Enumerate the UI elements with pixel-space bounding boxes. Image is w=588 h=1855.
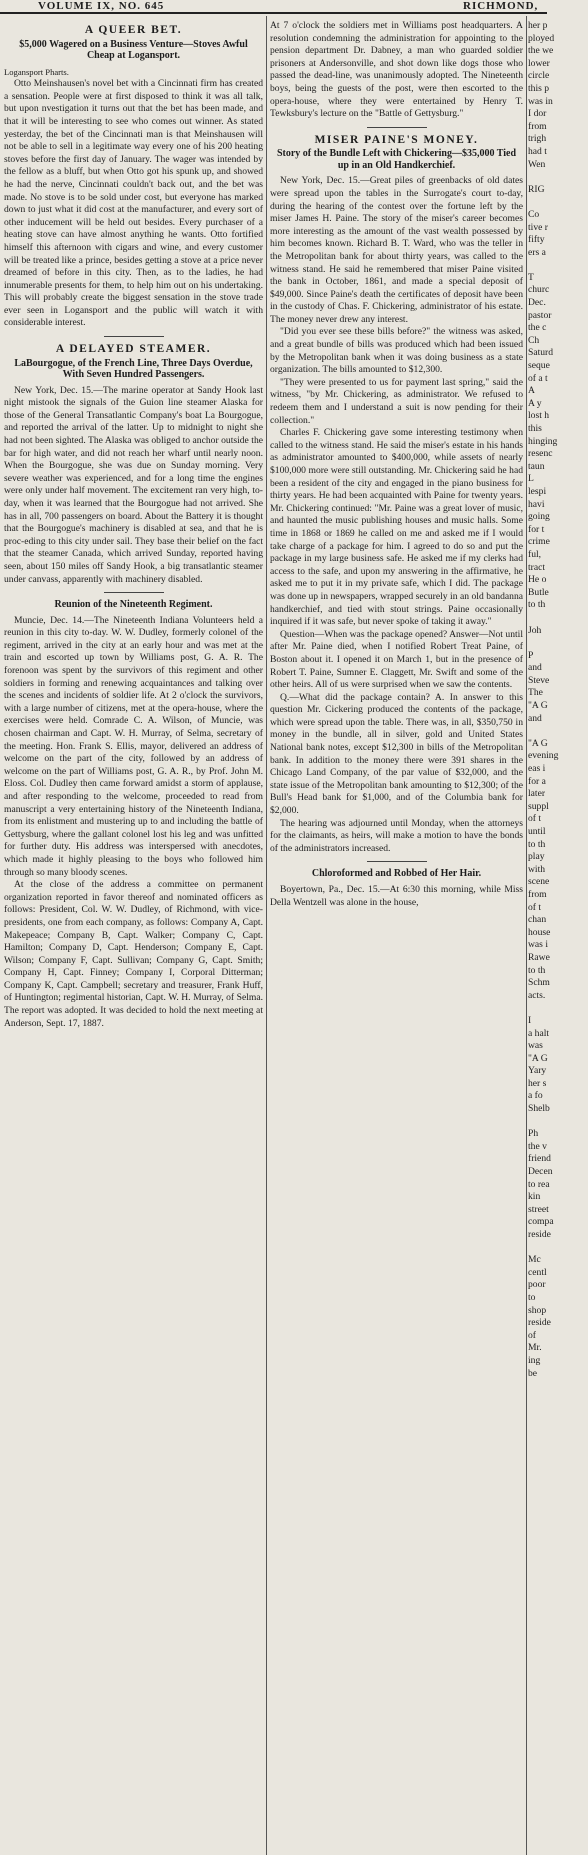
clipped-line: reside bbox=[528, 1229, 551, 1240]
article-paragraph: Otto Meinshausen's novel bet with a Cincinnati firm has created a sensation. People were at first disposed to think it was all talk, but upon nvestigation it turns out that the bet has been made, and that it will be interesting to see who comes out winner. As stated yesterday, the bet of the Cincinnati man is that Meinshausen will not be able to sell in a legitimate way every one of his 200 heating stoves before the first day of January. The wager was intended by the fellow as a bluff, but when Otto got his spunk up, and showed he had the nerve, Cincinnati couldn't back out, and the bet was made. No stove is to be sold under cost, but everyone has marked down to just what it did cost at the manufacturer, and every sort of other inducement will be held out besides. Every purchaser of a heating stove can have almost anything he wants. Otto fortified himself this afternoon with cigars and wine, and every customer will be treated like a prince, besides getting a stove at a price never dreamed of before in this city. Then, as to the ladies, he had innumerable presents for them, to help him out on his undertaking. This will probably create the biggest sensation in the stove trade ever seen in Logansport and the public will watch it with considerable interest. bbox=[4, 78, 263, 329]
column-rule bbox=[266, 16, 267, 1855]
clipped-line: RIG bbox=[528, 183, 545, 195]
article-title: MISER PAINE'S MONEY. bbox=[314, 133, 479, 146]
clipped-line: resenc bbox=[528, 448, 553, 460]
article-subhead: $5,000 Wagered on a Business Venture—Stoves Awful Cheap at Logansport. bbox=[19, 38, 248, 62]
clipped-line: Ph bbox=[528, 1128, 539, 1140]
clipped-line bbox=[528, 637, 588, 650]
column-1 bbox=[4, 20, 263, 1850]
clipped-line: scene bbox=[528, 876, 550, 888]
clipped-line: Joh bbox=[528, 624, 542, 636]
clipped-line: tract bbox=[528, 561, 546, 573]
clipped-line: lespi bbox=[528, 485, 547, 497]
clipped-line: to th bbox=[528, 599, 546, 611]
clipped-line bbox=[528, 612, 588, 625]
clipped-line: Schm bbox=[528, 977, 550, 989]
article-paragraph: At 7 o'clock the soldiers met in Williams post headquarters. A resolution condemning the administration for appointing to the pension department Dr. Dabney, a man who guarded soldier prisoners at Andersonville, and shot down like dogs those who passed the dead-line, was unanimously adopted. The Nineteenth boys, being the guests of the post, were then escorted to the opera-house, where they were entertained by Henry T. Tewksbury's lecture on the "Battle of Gettysburg." bbox=[270, 20, 523, 120]
clipped-line: to th bbox=[528, 838, 546, 850]
clipped-line: taun bbox=[528, 460, 545, 472]
clipped-line: ful, bbox=[528, 548, 542, 560]
clipped-line: suppl bbox=[528, 800, 549, 812]
clipped-line: hinging bbox=[528, 435, 558, 447]
clipped-line: her p bbox=[528, 20, 548, 31]
article-paragraph: Charles F. Chickering gave some interesting testimony when called to the witness stand. He said the miser's estate in his hands as administrator amounted to $400,000, while assets of nearly $100,000 more were still outstanding. Mr. Chickering said he had been a resident of the city and engaged in the piano business for thirty years. He had been acquainted with Paine for twenty years. Mr. Chickering continued: "Mr. Paine was a great lover of music, and haunted the music publishing houses and music halls. Some time in 1868 or 1869 he called on me and asked me if I would take charge of a package for him. I agreed to do so and put the package in my large business safe. He asked me if my clerks had access to the safe, and upon my answering in the affirmative, he asked me to put it in my private safe, which I did. The package was done up in newspapers, wrapped securely in an old bandanna handkerchief, and tied with stout strings. Paine occasionally inquired if it was safe, but never spoke of taking it away." bbox=[270, 427, 523, 628]
clipped-line: compa bbox=[528, 1216, 554, 1228]
clipped-line: Mc bbox=[528, 1254, 541, 1266]
clipped-line: this p bbox=[528, 82, 550, 94]
clipped-line: the c bbox=[528, 322, 547, 334]
clipped-line: reside bbox=[528, 1317, 551, 1329]
article-paragraph: Muncie, Dec. 14.—The Nineteenth Indiana Volunteers held a reunion in this city to-day. W. W. Dudley, formerly colonel of the regiment, arrived in the city at an early hour and was met at the train and escorted up town by Williams post, G. A. R. The forenoon was spent by the survivors of this regiment and other soldiers in forming and renewing acquaintances and talking over the scenes and incidents of soldier life. At 2 o'clock the survivors, with a large number of citizens, met at the opera-house, where the exercises were held. Comrade C. A. Wilson, of Muncie, was chosen chairman and Capt. W. H. Murray, of Selma, secretary of the meeting. Hon. Frank S. Ellis, mayor, delivered an address of welcome on the part of the city, followed by an address of welcome on the part of Williams post, G. A. R., by Prof. John M. Eloss. Col. Dudley then came forward amidst a storm of applause, and after responding to the welcome, proceeded to read from manuscript a very entertaining history of the Nineteenth Indiana, from its enlistment and mustering up to and including the battle of Gettysburg, where the gallant colonel lost his leg and was unfitted for further duty. His address was interspersed with anecdotes, which made it highly pleasing to the boys who followed him through so many bloody scenes. bbox=[4, 614, 263, 878]
article-paragraph: New York, Dec. 15.—Great piles of greenbacks of old dates were spread upon the tables in the Surrogate's court to-day, during the hearing of the contest over the fortune left by the miser James H. Paine. The story of the miser's career becomes more interesting as the amount of the vast wealth possessed by him becomes known. Richard B. T. Ward, who was the teller in the Metropolitan bank for about thirty years, was called to the witness stand. He said he remembered that miser Paine visited the bank in October, 1861, and made a special deposit of $49,000. Since Paine's death the certificates of deposit have been in the custody of Chas. F. Chickering, administrator of his estate. The money never drew any interest. bbox=[270, 175, 523, 325]
column-rule bbox=[526, 16, 527, 1855]
article-paragraph: Q.—What did the package contain? A. In answer to this question Mr. Cickering produced the contents of the package, which were spread upon the table. There was, in all, $350,750 in money in the bundle, all in silver, gold and United States National bank notes, except $12,300 in bills of the Metropolitan bank. In addition to the money there were 391 shares in the Chicago Land Company, of the par value of $32,000, and the state issue of the Metropolitan bank amounting to $12,300; of the Bull's Head bank for $1,000, and of the Columbia bank for $2,000. bbox=[270, 691, 523, 817]
clipped-line: A bbox=[528, 385, 535, 397]
clipped-line: I bbox=[528, 1014, 532, 1026]
clipped-line: lower bbox=[528, 57, 550, 69]
clipped-line: tive r bbox=[528, 221, 548, 233]
masthead-city: RICHMOND, bbox=[463, 0, 539, 12]
article-title: A DELAYED STEAMER. bbox=[55, 343, 212, 356]
article-title: A QUEER BET. bbox=[84, 24, 183, 36]
clipped-line: to bbox=[528, 1291, 536, 1303]
clipped-line: crime bbox=[528, 536, 550, 548]
clipped-line: and bbox=[528, 712, 542, 724]
clipped-line: "A G bbox=[528, 1052, 548, 1064]
column-3-clipped bbox=[528, 20, 588, 1850]
clipped-line: kin bbox=[528, 1191, 541, 1203]
clipped-line: for t bbox=[528, 523, 545, 535]
clipped-line bbox=[528, 1116, 588, 1129]
clipped-line bbox=[528, 196, 588, 209]
article-paragraph: "They were presented to us for payment last spring," said the witness, "by Mr. Chickering, as administrator. We refused to redeem them and I understand a suit is now pending for their collection." bbox=[270, 376, 523, 426]
clipped-line: was bbox=[528, 1040, 543, 1052]
clipped-line: of t bbox=[528, 901, 542, 913]
clipped-line: was in bbox=[528, 95, 553, 107]
clipped-line: her s bbox=[528, 1077, 547, 1089]
clipped-line: fifty bbox=[528, 234, 545, 246]
clipped-line: from bbox=[528, 888, 547, 900]
article-subhead: LaBourgogue, of the French Line, Three Days Overdue, With Seven Hundred Passengers. bbox=[14, 357, 253, 381]
article-separator bbox=[367, 127, 427, 128]
clipped-line: of bbox=[528, 1329, 536, 1341]
clipped-line: a fo bbox=[528, 1090, 543, 1102]
clipped-line: house bbox=[528, 926, 551, 938]
clipped-line: Shelb bbox=[528, 1103, 550, 1115]
clipped-line: centl bbox=[528, 1266, 547, 1278]
clipped-line: with bbox=[528, 863, 546, 875]
clipped-line: "A G bbox=[528, 700, 548, 712]
clipped-line: acts. bbox=[528, 989, 546, 1001]
clipped-line: circle bbox=[528, 70, 550, 82]
clipped-line: ployed bbox=[528, 32, 555, 44]
clipped-line: shop bbox=[528, 1304, 547, 1316]
clipped-line: Dec. bbox=[528, 297, 546, 309]
clipped-line: Ch bbox=[528, 334, 540, 346]
clipped-line: the v bbox=[528, 1140, 547, 1152]
clipped-line: this bbox=[528, 423, 542, 434]
clipped-line: of a t bbox=[528, 372, 548, 384]
clipped-line: I dor bbox=[528, 108, 547, 120]
clipped-line: trigh bbox=[528, 133, 547, 145]
masthead bbox=[0, 0, 547, 14]
clipped-line: P bbox=[528, 649, 534, 661]
article-paragraph: The hearing was adjourned until Monday, when the attorneys for the claimants, as heirs, will make a motion to have the bonds of the administrators increased. bbox=[270, 817, 523, 854]
article-dateline: Logansport Pharts. bbox=[4, 66, 69, 77]
article-subhead: Story of the Bundle Left with Chickering—$35,000 Tied up in an Old Handkerchief. bbox=[276, 148, 517, 171]
clipped-line: Yary bbox=[528, 1065, 547, 1077]
clipped-line: L bbox=[528, 473, 534, 485]
volume-number: VOLUME IX, NO. 645 bbox=[38, 0, 165, 12]
article-paragraph: New York, Dec. 15.—The marine operator at Sandy Hook last night mistook the signals of the Guion line steamer Alaska for those of the General Transatlantic Company's boat La Bourgogue, and reported the arrival of the latter. Up to midnight to night she had not been sighted. The Alaska was obliged to anchor outside the bar for high water, and did not reach her wharf until nearly noon. When the Bourgogue, she was due on Sunday morning. Very severe weather was experienced, and for a long time the engines were only under half movement. The excitement ran very high, to-day, when it was learned that the Bourgogue had not arrived. She has in all, 700 passengers on board. About the Battery it is thought that the Bourgogue's machinery is disabled at sea, and that he is proc-eding to this city under sail. They base their belief on the fact that the steamer Canada, which arrived Sunday, reported having seen, about 150 miles off Sandy Hook, a big transatlantic steamer under canvass, apparently with machinery disabled. bbox=[4, 384, 263, 585]
clipped-line: going bbox=[528, 511, 550, 523]
clipped-line: and bbox=[528, 662, 542, 674]
clipped-line: havi bbox=[528, 498, 545, 510]
clipped-line: the we bbox=[528, 45, 554, 57]
clipped-line: Rawe bbox=[528, 951, 550, 963]
clipped-line: for a bbox=[528, 775, 546, 787]
clipped-line: play bbox=[528, 851, 545, 863]
clipped-line: He o bbox=[528, 574, 547, 586]
clipped-line bbox=[528, 1242, 588, 1255]
article-title: Chloroformed and Robbed of Her Hair. bbox=[311, 868, 482, 880]
clipped-line: The bbox=[528, 687, 543, 699]
clipped-line: T bbox=[528, 271, 534, 283]
clipped-line: Decen bbox=[528, 1166, 553, 1178]
clipped-line: later bbox=[528, 788, 546, 800]
clipped-line: Wen bbox=[528, 158, 546, 170]
clipped-line: street bbox=[528, 1203, 549, 1215]
clipped-line: churc bbox=[528, 284, 550, 296]
clipped-line: was i bbox=[528, 939, 548, 951]
article-separator bbox=[104, 336, 164, 337]
clipped-line: to th bbox=[528, 964, 546, 976]
clipped-line: of t bbox=[528, 813, 542, 825]
clipped-line: pastor bbox=[528, 309, 552, 321]
article-paragraph: "Did you ever see these bills before?" the witness was asked, and a great bundle of bills was produced which had been issued by the Metropolitan bank when it was doing business as a state organization. The bills amounted to $12,300. bbox=[270, 326, 523, 376]
article-paragraph: Boyertown, Pa., Dec. 15.—At 6:30 this morning, while Miss Della Wentzell was alone in the house, bbox=[270, 883, 523, 908]
clipped-line: to rea bbox=[528, 1178, 550, 1190]
clipped-line: Mr. bbox=[528, 1342, 542, 1354]
clipped-line: ing bbox=[528, 1354, 541, 1366]
clipped-line: eas i bbox=[528, 763, 546, 775]
article-paragraph: At the close of the address a committee on permanent organization reported in favor thereof and nominated officers as follows: President, Col. W. W. Dudley, of Richmond, with vice-presidents, one from each company, as follows: Company A, Capt. Makepeace; Company B, Capt. Walker; Company C, Capt. Hamilton; Company D, Capt. Henderson; Company E, Capt. Wilson; Company F, Capt. Sullivan; Company G, Capt. Smith; Company H, Capt. Finney; Company I, Corporal Ditterman; Company K, Capt. Campbell; secretary and treasurer, Frank Huff, of Huntington; regimental historian, Capt. W. H. Murray, of Selma. The report was adopted. It was decided to hold the next meeting at Anderson, Sept. 17, 1887. bbox=[4, 879, 263, 1029]
clipped-line bbox=[528, 725, 588, 738]
clipped-line: evening bbox=[528, 750, 559, 762]
article-separator bbox=[104, 592, 164, 593]
clipped-line: Steve bbox=[528, 674, 550, 686]
clipped-line: friend bbox=[528, 1153, 551, 1165]
clipped-line: from bbox=[528, 120, 547, 132]
column-2 bbox=[270, 20, 523, 1850]
clipped-line: until bbox=[528, 826, 546, 837]
clipped-line: seque bbox=[528, 360, 550, 372]
clipped-line: A y bbox=[528, 397, 542, 409]
article-paragraph: Question—When was the package opened? Answer—Not until after Mr. Paine died, when I notified Robert Treat Paine, of Boston about it. I opened it on March 1, but in the presence of Robert T. Paine, Sumner E. Claggett, Mr. Swift and some of the other heirs. All of us were surprised when we saw the contents. bbox=[270, 628, 523, 691]
clipped-line: be bbox=[528, 1367, 538, 1379]
clipped-line: Butle bbox=[528, 586, 549, 598]
article-title: Reunion of the Nineteenth Regiment. bbox=[54, 599, 213, 611]
clipped-line: lost h bbox=[528, 410, 550, 422]
clipped-line bbox=[528, 259, 588, 272]
clipped-line: "A G bbox=[528, 737, 548, 749]
clipped-line: poor bbox=[528, 1279, 546, 1291]
clipped-line: ers a bbox=[528, 246, 546, 258]
article-separator bbox=[367, 861, 427, 862]
clipped-line bbox=[528, 171, 588, 184]
clipped-line bbox=[528, 1380, 588, 1393]
clipped-line: Co bbox=[528, 208, 540, 220]
clipped-line: had t bbox=[528, 145, 547, 157]
clipped-line: Saturd bbox=[528, 347, 554, 359]
clipped-line: a halt bbox=[528, 1027, 550, 1039]
clipped-line: chan bbox=[528, 914, 547, 926]
clipped-line bbox=[528, 1002, 588, 1015]
